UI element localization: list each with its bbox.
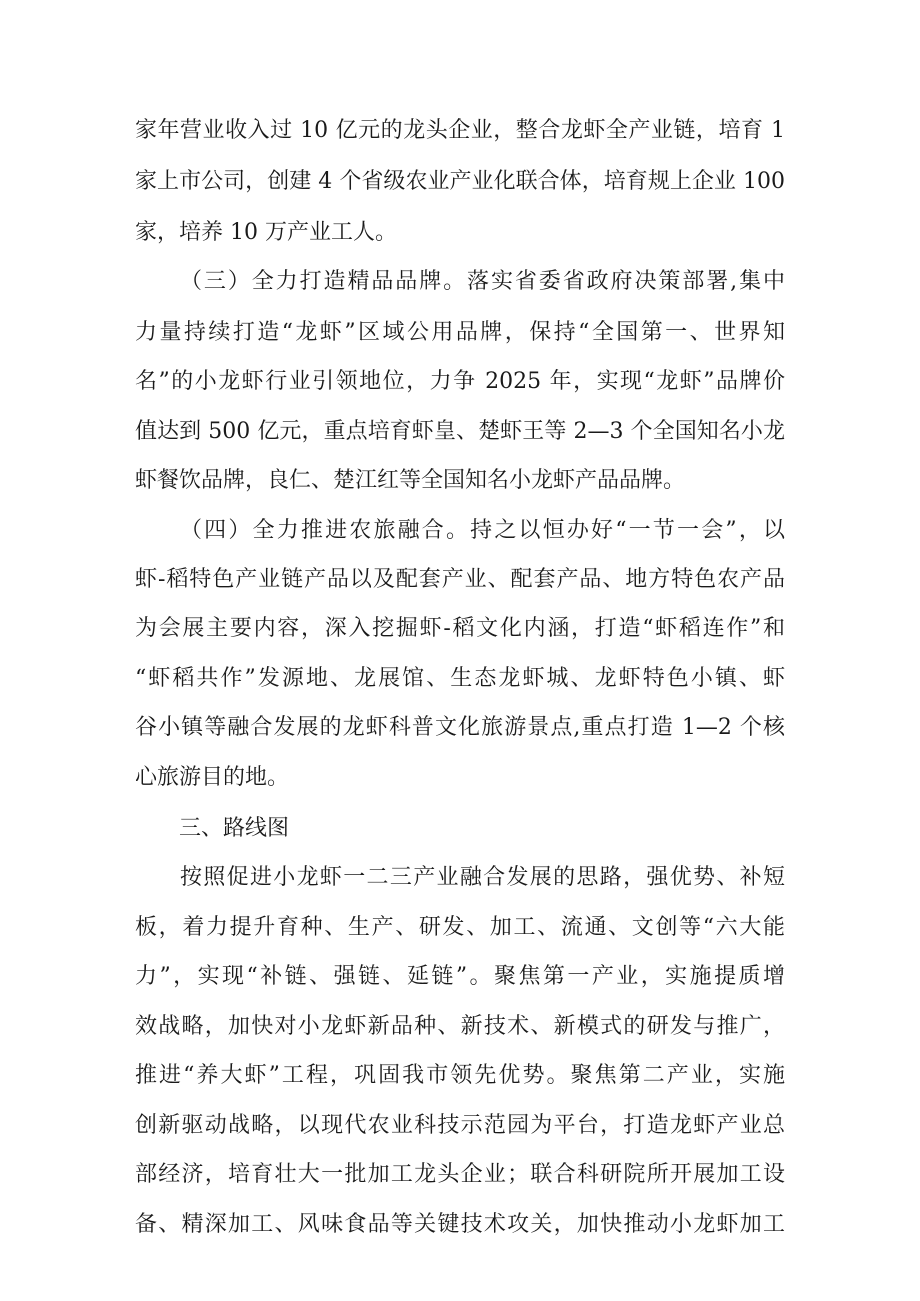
line-text: 推进“养大虾”工程，巩固我市领先优势。聚焦第二产业，实施 bbox=[135, 1063, 785, 1088]
line-text: 家，培养 10 万产业工人。 bbox=[135, 220, 397, 245]
line-text: 名”的小龙虾行业引领地位，力争 2025 年，实现“龙虾”品牌价 bbox=[135, 369, 785, 394]
line-text: 虾-稻特色产业链产品以及配套产业、配套产品、地方特色农产品 bbox=[135, 567, 785, 592]
line-text: 板，着力提升育种、生产、研发、加工、流通、文创等“六大能 bbox=[135, 915, 785, 940]
heading-text: 三、路线图 bbox=[179, 816, 290, 841]
line-text: 备、精深加工、风味食品等关键技术攻关，加快推动小龙虾加工 bbox=[135, 1212, 785, 1237]
line-text: 按照促进小龙虾一二三产业融合发展的思路，强优势、补短 bbox=[180, 865, 785, 890]
line-text: “虾稻共作”发源地、龙展馆、生态龙虾城、龙虾特色小镇、虾 bbox=[135, 666, 785, 691]
line-text: 虾餐饮品牌，良仁、楚江红等全国知名小龙虾产品品牌。 bbox=[135, 468, 686, 493]
line-text: 创新驱动战略，以现代农业科技示范园为平台，打造龙虾产业总 bbox=[135, 1113, 785, 1138]
line-text: 部经济，培育壮大一批加工龙头企业；联合科研院所开展加工设 bbox=[135, 1162, 785, 1187]
line-text: 值达到 500 亿元，重点培育虾皇、楚虾王等 2—3 个全国知名小龙 bbox=[135, 419, 785, 444]
line-text: （四）全力推进农旅融合。持之以恒办好“一节一会”，以 bbox=[180, 518, 785, 543]
line-text: 效战略，加快对小龙虾新品种、新技术、新模式的研发与推广， bbox=[135, 1014, 785, 1039]
line-text: 谷小镇等融合发展的龙虾科普文化旅游景点,重点打造 1—2 个核 bbox=[135, 715, 785, 740]
line-text: （三）全力打造精品品牌。落实省委省政府决策部署,集中 bbox=[180, 269, 785, 294]
line-text: 心旅游目的地。 bbox=[135, 765, 290, 790]
line-text: 力”，实现“补链、强链、延链”。聚焦第一产业，实施提质增 bbox=[135, 964, 785, 989]
line-text: 为会展主要内容，深入挖掘虾-稻文化内涵，打造“虾稻连作”和 bbox=[135, 616, 785, 641]
line-text: 力量持续打造“龙虾”区域公用品牌，保持“全国第一、世界知 bbox=[135, 320, 785, 345]
line-text: 家上市公司，创建 4 个省级农业产业化联合体，培育规上企业 100 bbox=[135, 169, 785, 194]
line-text: 家年营业收入过 10 亿元的龙头企业，整合龙虾全产业链，培育 1 bbox=[135, 118, 785, 143]
